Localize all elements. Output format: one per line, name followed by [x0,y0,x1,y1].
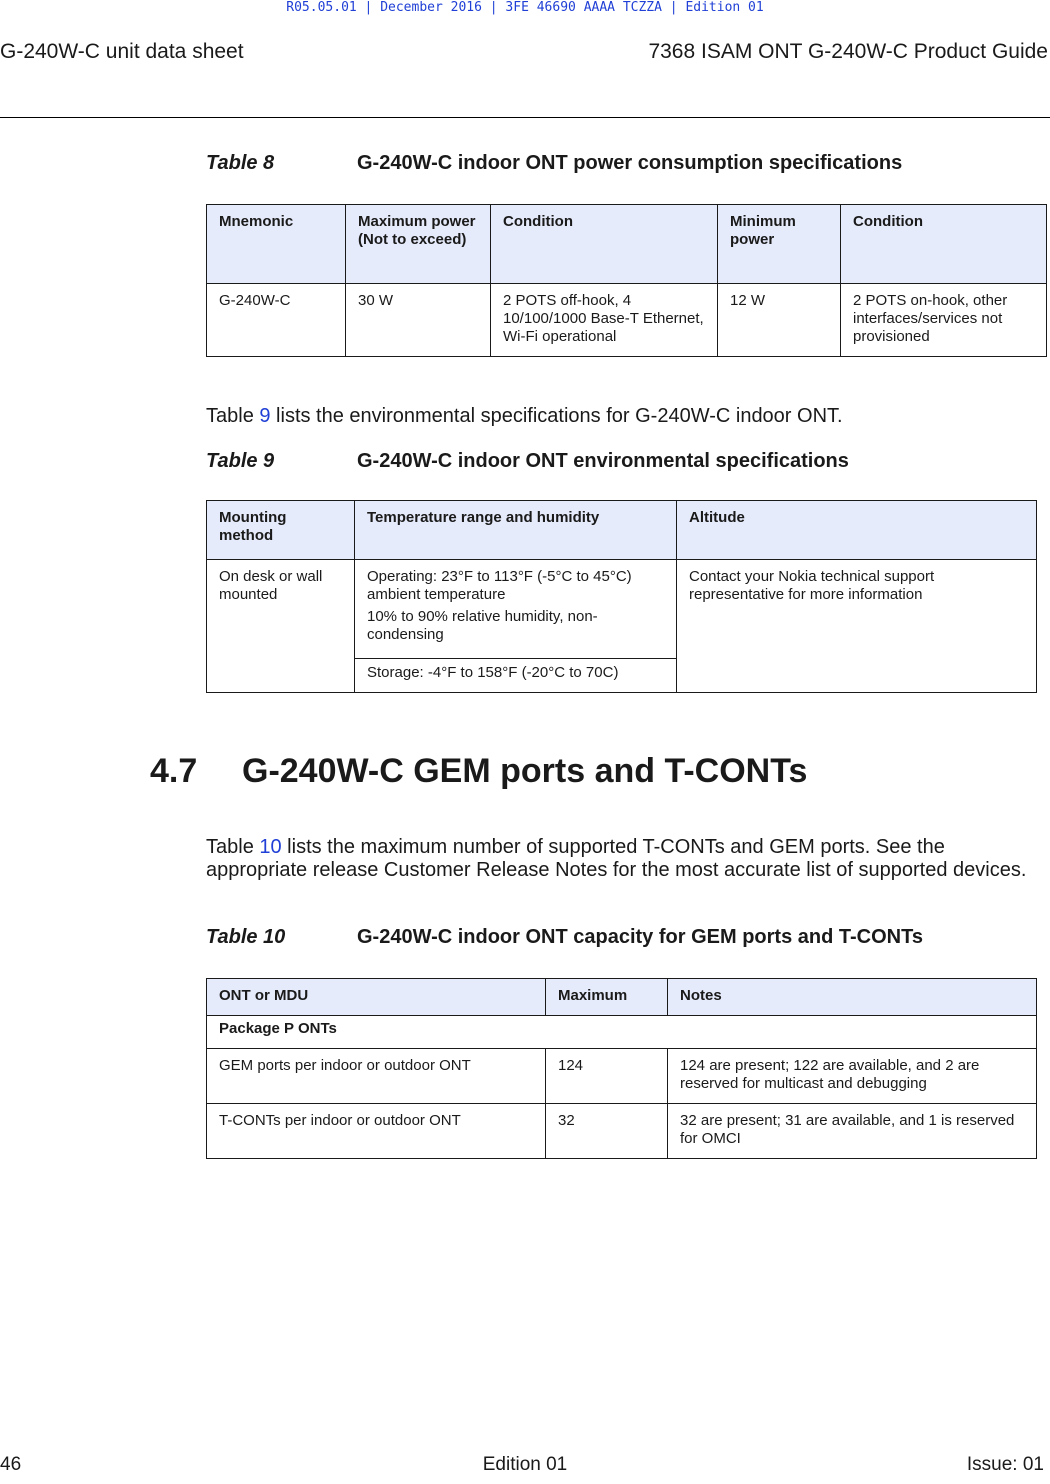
table9-link[interactable]: 9 [259,405,271,427]
table8-title: G-240W-C indoor ONT power consumption specifications [357,152,903,174]
para1-text: lists the environmental specifications for G-240W-C indoor ONT. [270,405,843,427]
table10-gem-tcont-capacity [206,978,1037,1159]
table10-cell-gem-notes: 124 are present; 122 are available, and 2 are reserved for multicast and debugging [668,1049,1037,1104]
table8-header-condition-2: Condition [841,205,1047,284]
header-rule [0,117,1050,118]
table9-header-mounting: Mounting method [207,501,355,560]
table8-header-condition: Condition [491,205,718,284]
table9-operating-temp: Operating: 23°F to 113°F (-5°C to 45°C) ambient temperature [367,568,632,603]
table8-cell-condition-2: 2 POTS on-hook, other interfaces/services not provisioned [841,284,1047,357]
table9-number: Table 9 [206,450,275,472]
para2-text: lists the maximum number of supported T-CONTs and GEM ports. See the appropriate release Customer Release Notes for the most accurate list of supported devices. [206,836,1027,881]
table9-environmental [206,500,1037,693]
table9-cell-operating [355,560,677,659]
footer-edition: Edition 01 [482,1454,568,1475]
table8-cell-min-power: 12 W [718,284,841,357]
header-document-title: 7368 ISAM ONT G-240W-C Product Guide [648,40,1048,63]
para2-prefix: Table [206,836,260,858]
table10-cell-tcont-notes: 32 are present; 31 are available, and 1 is reserved for OMCI [668,1104,1037,1159]
table9-cell-mounting: On desk or wall mounted [207,560,355,693]
header-chapter-title: G-240W-C unit data sheet [0,40,244,63]
table10-subheading: Package P ONTs [207,1016,1037,1049]
table-row [207,1104,1037,1159]
table8-cell-max-power: 30 W [346,284,491,357]
section-title: G-240W-C GEM ports and T-CONTs [242,752,808,790]
table8-header-min-power: Minimum power [718,205,841,284]
release-watermark: R05.05.01 | December 2016 | 3FE 46690 AAAA TCZZA | Edition 01 [286,0,764,15]
table10-cell-gem-max: 124 [546,1049,668,1104]
section-heading [150,752,1030,794]
table9-cell-altitude: Contact your Nokia technical support representative for more information [677,560,1037,693]
table9-caption [206,450,1046,476]
section-number: 4.7 [150,752,198,790]
footer-page-number: 46 [0,1454,22,1475]
table10-number: Table 10 [206,926,286,948]
table-row [207,1049,1037,1104]
table8-header-mnemonic: Mnemonic [207,205,346,284]
table10-title: G-240W-C indoor ONT capacity for GEM ports and T-CONTs [357,926,923,948]
para1-prefix: Table [206,405,260,427]
table9-header-temperature: Temperature range and humidity [355,501,677,560]
table-row [207,284,1047,357]
table9-cell-storage: Storage: -4°F to 158°F (-20°C to 70C) [355,659,677,693]
table10-header-maximum: Maximum [546,979,668,1016]
paragraph-table9-intro [206,405,1046,428]
table10-cell-tcont-max: 32 [546,1104,668,1159]
table10-header-notes: Notes [668,979,1037,1016]
table8-header-max-power: Maximum power (Not to exceed) [346,205,491,284]
table10-header-ont-mdu: ONT or MDU [207,979,546,1016]
table9-title: G-240W-C indoor ONT environmental specifications [357,450,849,472]
table9-header-altitude: Altitude [677,501,1037,560]
table10-caption [206,926,1046,952]
table8-cell-condition: 2 POTS off-hook, 4 10/100/1000 Base-T Ethernet, Wi-Fi operational [491,284,718,357]
footer-issue: Issue: 01 [966,1454,1044,1475]
table8-caption [206,152,1046,178]
table8-cell-mnemonic: G-240W-C [207,284,346,357]
table-row [207,560,1037,659]
table8-power-consumption [206,204,1047,357]
table10-cell-tcont-label: T-CONTs per indoor or outdoor ONT [207,1104,546,1159]
paragraph-table10-intro [206,836,1046,882]
table8-number: Table 8 [206,152,275,174]
table-row [207,1016,1037,1049]
table10-link[interactable]: 10 [259,836,282,858]
table10-cell-gem-label: GEM ports per indoor or outdoor ONT [207,1049,546,1104]
table9-humidity: 10% to 90% relative humidity, non-condensing [367,608,598,643]
